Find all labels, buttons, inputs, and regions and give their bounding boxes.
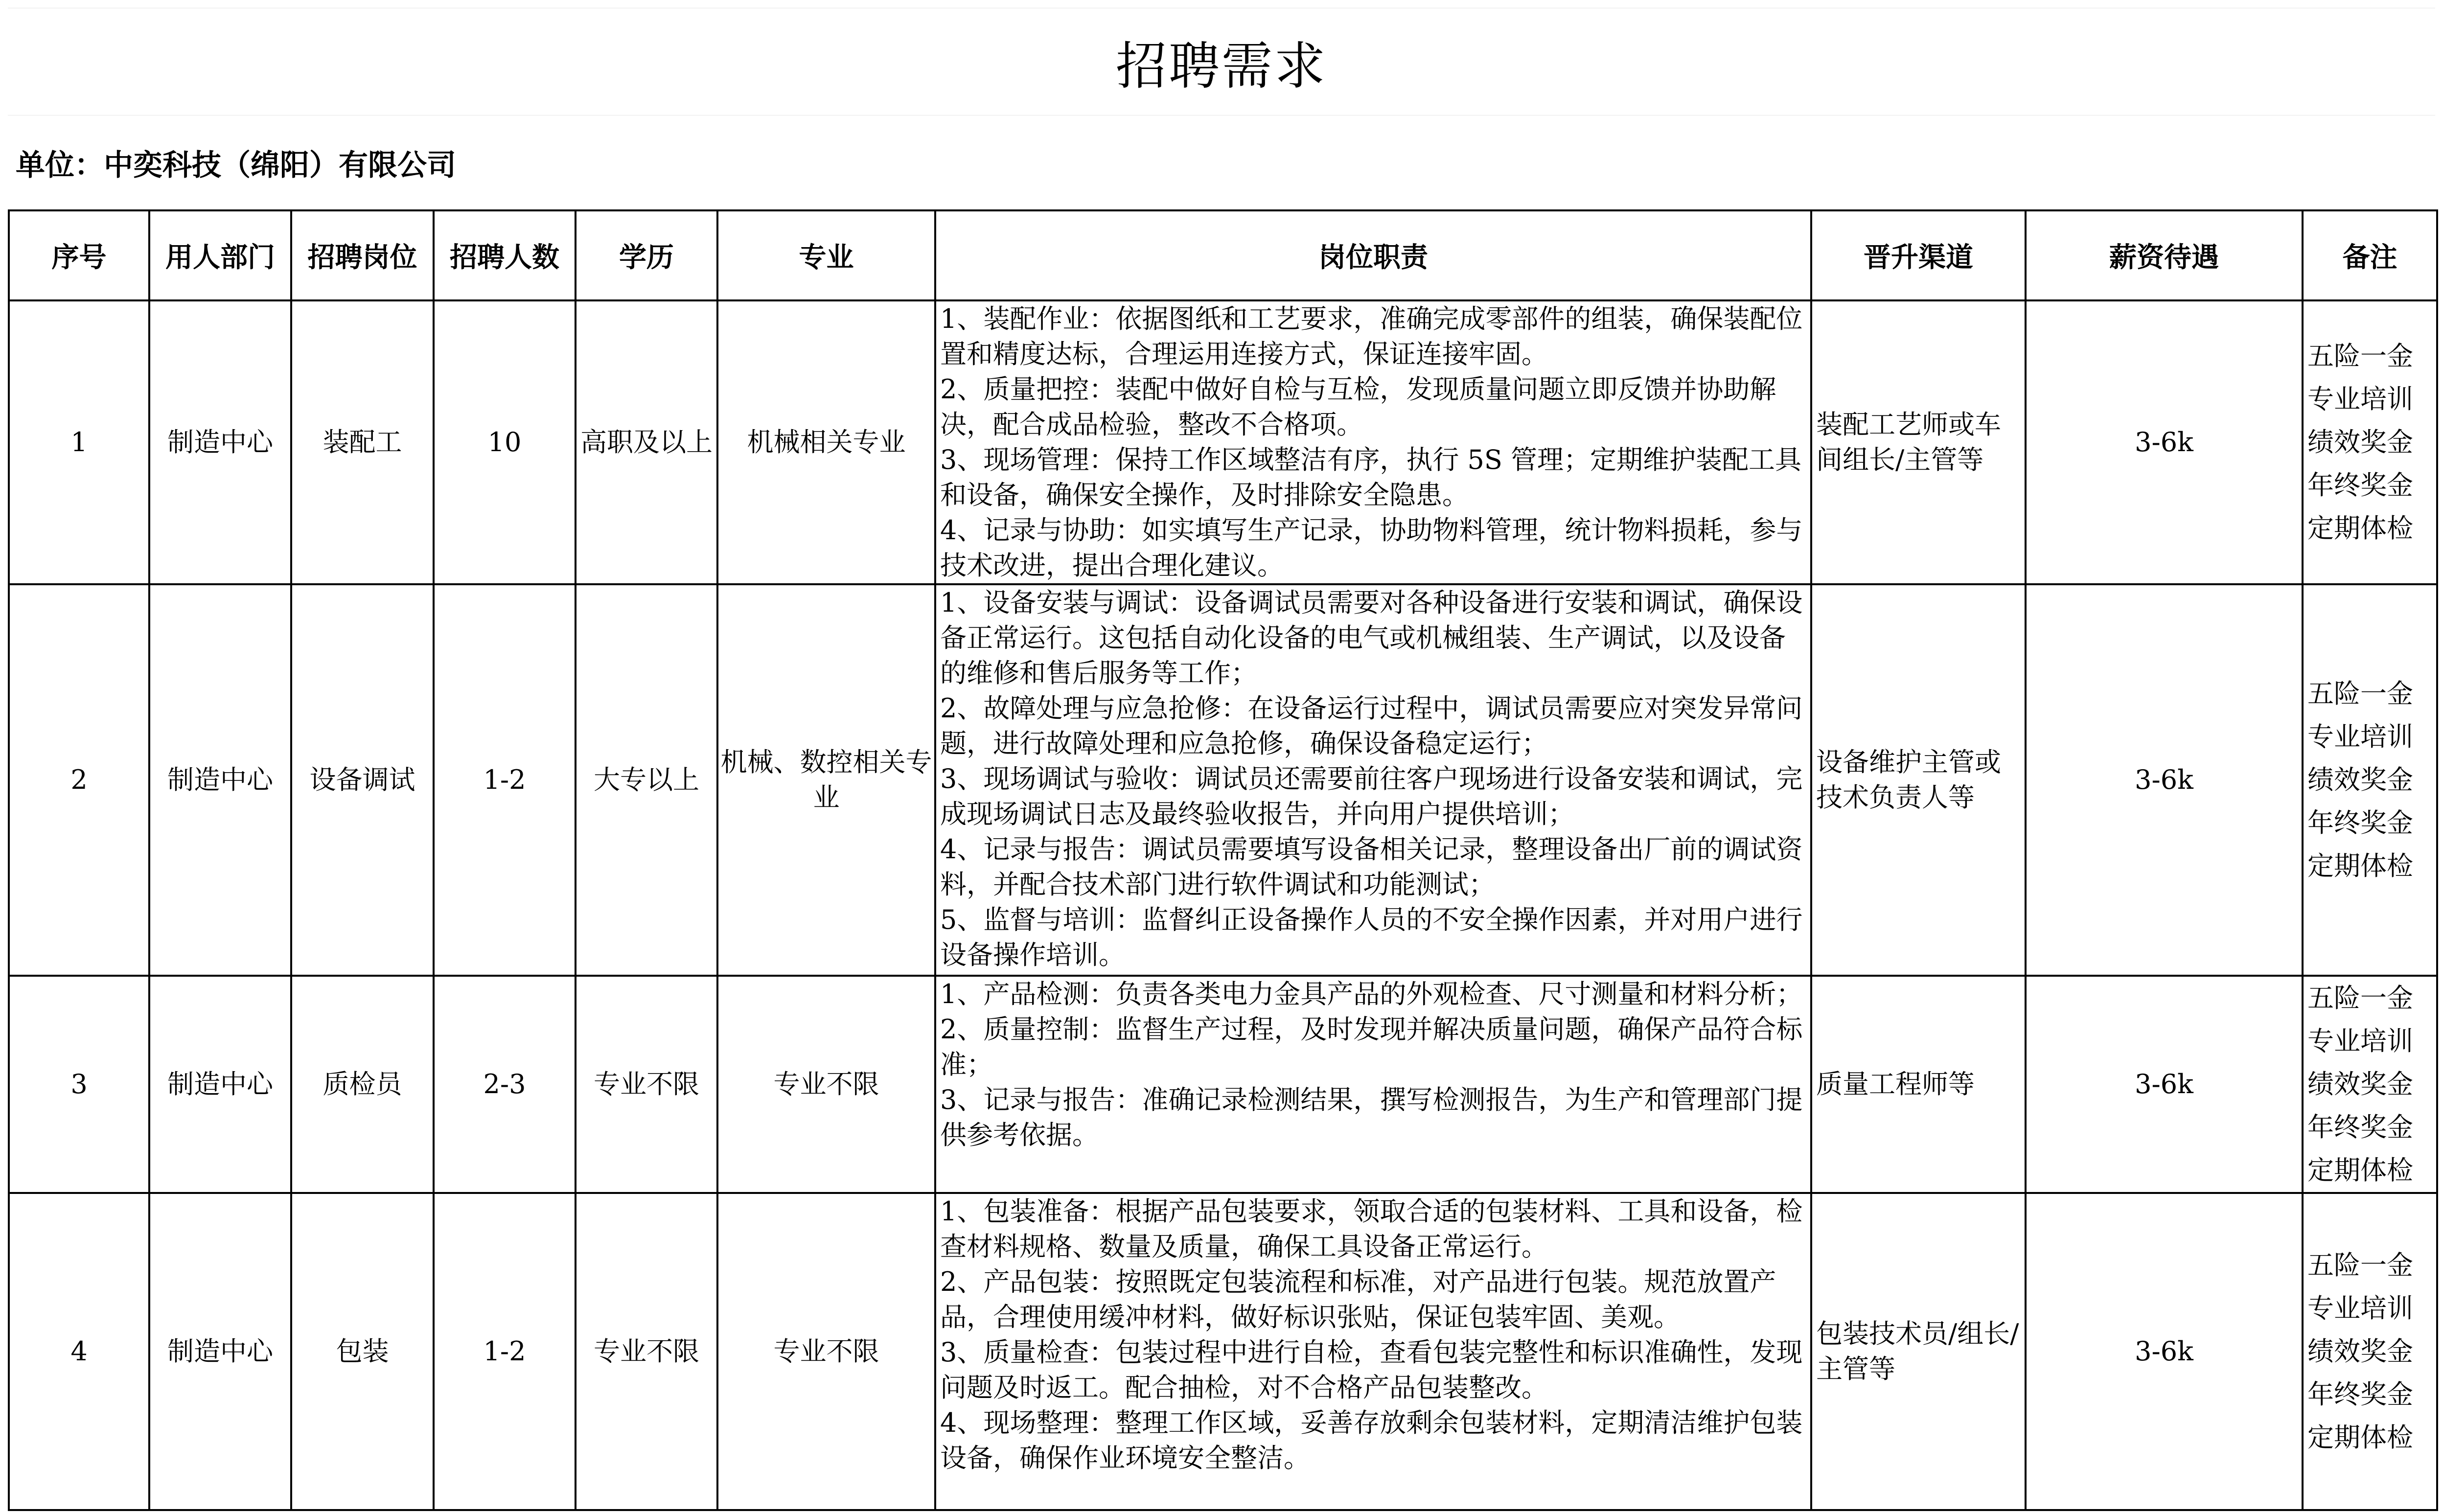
company-unit: 单位：中奕科技（绵阳）有限公司 xyxy=(16,148,456,183)
cell-duties: 1、包装准备：根据产品包装要求，领取合适的包装材料、工具和设备，检查材料规格、数量及质量，确保工具设备正常运行。 2、产品包装：按照既定包装流程和标准，对产品进行包装。规范放置产品，合理使用缓冲材料，做好标识张贴，保证包装牢固、美观。 3、质量检查：包装过程中进行自检，查看包装完整性和标识准确性，发现问题及时返工。配合抽检，对不合格产品包装整改。 4、现场整理：整理工作区域，妥善存放剩余包装材料，定期清洁维护包装设备，确保作业环境安全整洁。 xyxy=(935,1193,1811,1510)
benefit-item: 年终奖金 xyxy=(2307,1379,2413,1410)
benefit-item: 专业培训 xyxy=(2307,384,2413,414)
cell-promotion: 装配工艺师或车间组长/主管等 xyxy=(1811,300,2026,584)
benefit-item: 绩效奖金 xyxy=(2307,1336,2413,1367)
title-row xyxy=(8,8,2435,115)
cell-education: 大专以上 xyxy=(576,584,717,976)
header-count: 招聘人数 xyxy=(434,210,576,300)
table-row xyxy=(9,1193,2437,1510)
cell-major: 机械、数控相关专业 xyxy=(717,584,935,976)
cell-count: 1-2 xyxy=(434,584,576,976)
table-row xyxy=(9,300,2437,584)
header-row xyxy=(9,210,2437,300)
header-promotion: 晋升渠道 xyxy=(1811,210,2026,300)
cell-count: 10 xyxy=(434,300,576,584)
cell-position: 质检员 xyxy=(291,976,434,1193)
cell-benefits xyxy=(2303,300,2437,584)
cell-no: 2 xyxy=(9,584,149,976)
benefit-item: 专业培训 xyxy=(2307,721,2413,752)
benefit-item: 五险一金 xyxy=(2307,983,2413,1013)
benefit-item: 定期体检 xyxy=(2307,513,2413,544)
table-row xyxy=(9,976,2437,1193)
cell-dept: 制造中心 xyxy=(149,584,291,976)
benefit-item: 定期体检 xyxy=(2307,850,2413,881)
cell-dept: 制造中心 xyxy=(149,300,291,584)
cell-duties: 1、产品检测：负责各类电力金具产品的外观检查、尺寸测量和材料分析； 2、质量控制：监督生产过程，及时发现并解决质量问题，确保产品符合标准； 3、记录与报告：准确记录检测结果，撰写检测报告，为生产和管理部门提供参考依据。 xyxy=(935,976,1811,1193)
cell-duties: 1、设备安装与调试：设备调试员需要对各种设备进行安装和调试，确保设备正常运行。这包括自动化设备的电气或机械组装、生产调试，以及设备的维修和售后服务等工作； 2、故障处理与应急抢修：在设备运行过程中，调试员需要应对突发异常问题，进行故障处理和应急抢修，确保设备稳定运行； 3、现场调试与验收：调试员还需要前往客户现场进行设备安装和调试，完成现场调试日志及最终验收报告，并向用户提供培训； 4、记录与报告：调试员需要填写设备相关记录，整理设备出厂前的调试资料，并配合技术部门进行软件调试和功能测试； 5、监督与培训：监督纠正设备操作人员的不安全操作因素，并对用户进行设备操作培训。 xyxy=(935,584,1811,976)
cell-count: 2-3 xyxy=(434,976,576,1193)
cell-position: 设备调试 xyxy=(291,584,434,976)
header-education: 学历 xyxy=(576,210,717,300)
cell-major: 专业不限 xyxy=(717,976,935,1193)
cell-major: 机械相关专业 xyxy=(717,300,935,584)
header-salary: 薪资待遇 xyxy=(2026,210,2303,300)
cell-education: 专业不限 xyxy=(576,976,717,1193)
header-no: 序号 xyxy=(9,210,149,300)
cell-promotion: 包装技术员/组长/主管等 xyxy=(1811,1193,2026,1510)
header-position: 招聘岗位 xyxy=(291,210,434,300)
header-notes: 备注 xyxy=(2303,210,2437,300)
benefit-item: 绩效奖金 xyxy=(2307,427,2413,458)
cell-education: 高职及以上 xyxy=(576,300,717,584)
cell-salary: 3-6k xyxy=(2026,300,2303,584)
benefit-item: 绩效奖金 xyxy=(2307,1069,2413,1100)
cell-benefits xyxy=(2303,584,2437,976)
benefit-item: 绩效奖金 xyxy=(2307,764,2413,795)
header-major: 专业 xyxy=(717,210,935,300)
benefit-item: 五险一金 xyxy=(2307,341,2413,371)
benefit-item: 专业培训 xyxy=(2307,1293,2413,1324)
cell-dept: 制造中心 xyxy=(149,1193,291,1510)
cell-benefits xyxy=(2303,976,2437,1193)
cell-no: 1 xyxy=(9,300,149,584)
cell-major: 专业不限 xyxy=(717,1193,935,1510)
cell-salary: 3-6k xyxy=(2026,976,2303,1193)
cell-count: 1-2 xyxy=(434,1193,576,1510)
cell-no: 4 xyxy=(9,1193,149,1510)
cell-duties: 1、装配作业：依据图纸和工艺要求，准确完成零部件的组装，确保装配位置和精度达标，合理运用连接方式，保证连接牢固。 2、质量把控：装配中做好自检与互检，发现质量问题立即反馈并协助解决，配合成品检验，整改不合格项。 3、现场管理：保持工作区域整洁有序，执行 5S 管理；定期维护装配工具和设备，确保安全操作，及时排除安全隐患。 4、记录与协助：如实填写生产记录，协助物料管理，统计物料损耗，参与技术改进，提出合理化建议。 xyxy=(935,300,1811,584)
cell-benefits xyxy=(2303,1193,2437,1510)
benefit-item: 年终奖金 xyxy=(2307,807,2413,838)
cell-position: 包装 xyxy=(291,1193,434,1510)
benefit-item: 年终奖金 xyxy=(2307,1112,2413,1143)
benefit-item: 专业培训 xyxy=(2307,1026,2413,1056)
cell-salary: 3-6k xyxy=(2026,584,2303,976)
cell-position: 装配工 xyxy=(291,300,434,584)
header-dept: 用人部门 xyxy=(149,210,291,300)
benefit-item: 年终奖金 xyxy=(2307,470,2413,501)
cell-promotion: 质量工程师等 xyxy=(1811,976,2026,1193)
recruitment-table xyxy=(8,209,2438,1511)
benefit-item: 五险一金 xyxy=(2307,1250,2413,1281)
cell-dept: 制造中心 xyxy=(149,976,291,1193)
header-duties: 岗位职责 xyxy=(935,210,1811,300)
benefit-item: 定期体检 xyxy=(2307,1155,2413,1186)
cell-no: 3 xyxy=(9,976,149,1193)
benefit-item: 定期体检 xyxy=(2307,1422,2413,1453)
table-row xyxy=(9,584,2437,976)
cell-promotion: 设备维护主管或技术负责人等 xyxy=(1811,584,2026,976)
benefit-item: 五险一金 xyxy=(2307,678,2413,709)
cell-salary: 3-6k xyxy=(2026,1193,2303,1510)
page-title: 招聘需求 xyxy=(1115,36,1327,96)
cell-education: 专业不限 xyxy=(576,1193,717,1510)
